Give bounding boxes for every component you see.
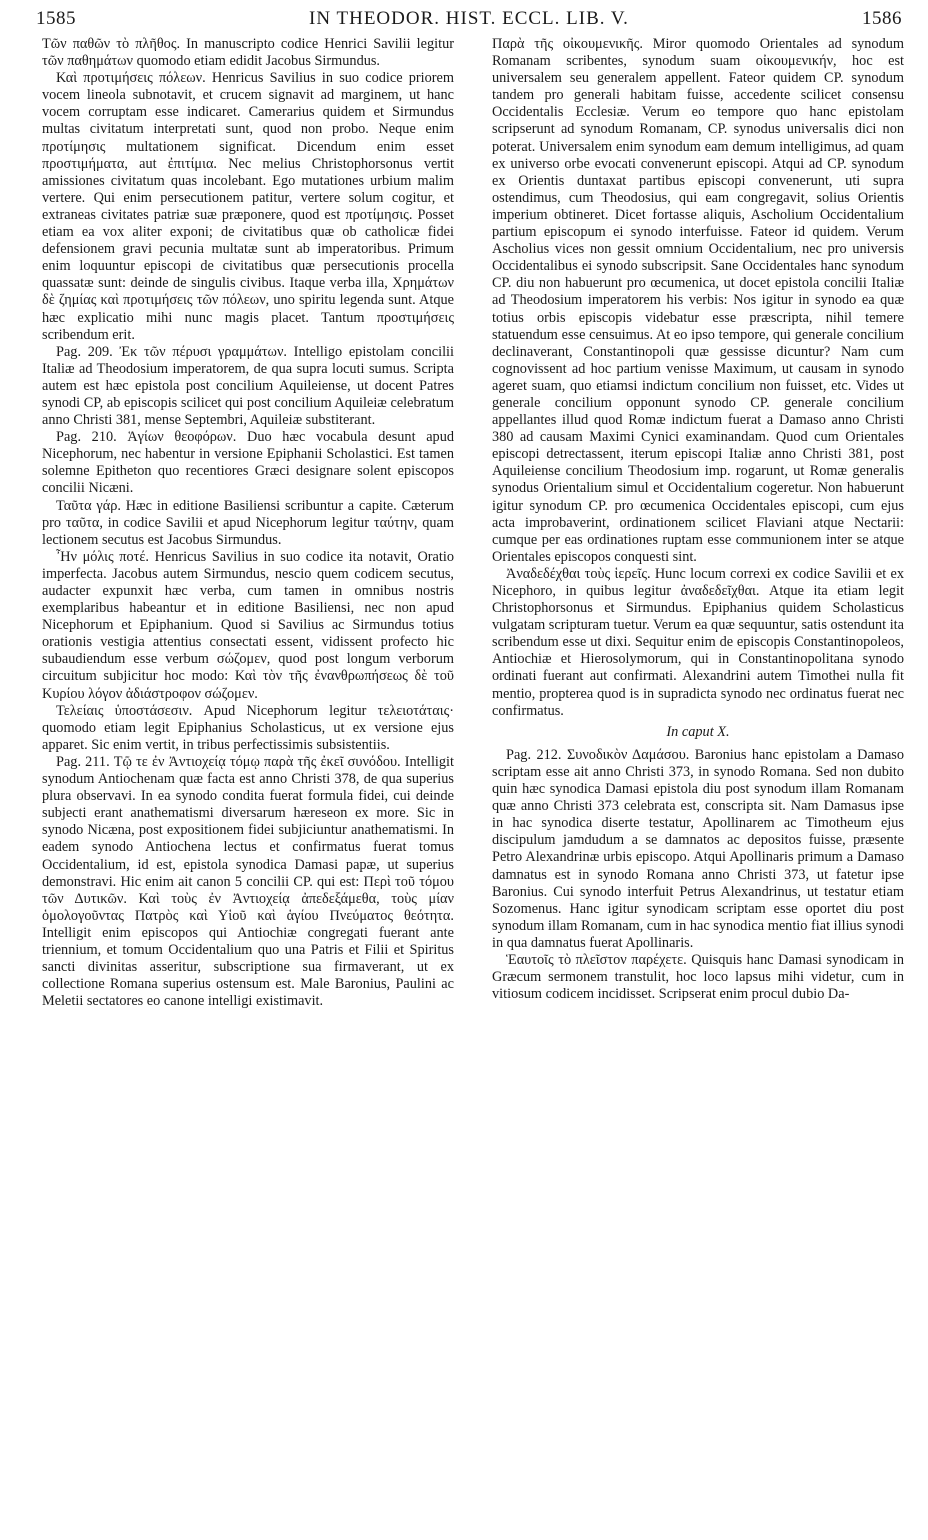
- paragraph: Ταῦτα γάρ. Hæc in editione Basiliensi scribuntur a capite. Cæterum pro ταῦτα, in codice Savilii et apud Nicephorum legitur ταύτην, quam lectionem secutus est Jacobus Sirmundus.: [42, 497, 454, 548]
- paragraph: Καὶ προτιμήσεις πόλεων. Henricus Savilius in suo codice priorem vocem lineola subnotavit, et crucem signavit ad marginem, ut hanc vocem corruptam esse indicaret. Camerarius quidem et Sirmundus multas civitatum interpretati sunt, quod non probo. Neque enim προτίμησις multationem significat. Dicendum enim esset προστιμήματα, aut ἐπιτίμια. Nec melius Christophorsonus vertit amissiones civitatum quas incolebant. Ego mutationes urbium malim vertere. Qui enim persecutionem patitur, vertere solum cogitur, et extraneas civitates patriæ suæ præponere, quod est προτίμησις. Posset etiam ea vox aliter exponi; de civitatibus quæ ob catholicæ fidei defensionem gravi pecunia multatæ sunt ab imperatoribus. Primum enim loquuntur episcopi de civitatibus quæ persecutionis procella quassatæ sunt: deinde de singulis civibus. Itaque verba illa, Χρημάτων δὲ ζημίας καὶ προτιμήσεις τῶν πόλεων, uno spiritu legenda sunt. Atque hæc explicatio mihi nunc magis placet. Tantum προστιμήσεις scribendum erit.: [42, 70, 454, 343]
- paragraph: Τελείαις ὑποστάσεσιν. Apud Nicephorum legitur τελειοτάταις· quomodo etiam legit Epiphanius Scholasticus, ut ex versione ejus apparet. Sic enim vertit, in tribus perfectissimis subsistentiis.: [42, 702, 454, 753]
- paragraph: Τῶν παθῶν τὸ πλῆθος. In manuscripto codice Henrici Savilii legitur τῶν παθημάτων quomodo etiam edidit Jacobus Sirmundus.: [42, 36, 454, 70]
- left-column: [42, 36, 454, 1532]
- paragraph: Pag. 211. Τῷ τε ἐν Ἀντιοχείᾳ τόμῳ παρὰ τῆς ἐκεῖ συνόδου. Intelligit synodum Antiochenam quæ facta est anno Christi 378, de qua superius plura observavi. In ea synodo condita fuerat formula fidei, cui deinde subjecti erant anathematismi diversarum hæreseon ex more. Sic in synodo Nicæna, post expositionem fidei subjiciuntur anathematismi. In eadem synodo Antiochena lectus et confirmatus fuerat tomus Occidentalium, id est, epistola synodica Damasi papæ, ut superius demonstravi. Hic enim ait canon 5 concilii CP. qui est: Περὶ τοῦ τόμου τῶν Δυτικῶν. Καὶ τοὺς ἐν Ἀντιοχείᾳ ἀπεδεξάμεθα, τοὺς μίαν ὁμολογοῦντας Πατρὸς καὶ Υἱοῦ καὶ ἁγίου Πνεύματος θεότητα. Intelligit enim episcopos qui Antiochiæ congregati fuerant ante triennium, et tomum Occidentalium quo una Patris et Filii et Spiritus sancti divinitas asseritur, subscriptione sua firmaverant, ut ex collectione Romana superius ostensum est. Male Baronius, Paulini ac Meletii sectatores eo canone intelligi existimavit.: [42, 753, 454, 1010]
- paragraph: Παρὰ τῆς οἰκουμενικῆς. Miror quomodo Orientales ad synodum Romanam scribentes, synodum suam οἰκουμενικήν, hoc est universalem seu generalem appellent. Fateor quidem CP. synodum tandem pro generali habitam fuisse, accedente scilicet consensu Occidentalis Ecclesiæ. Verum eo tempore quo hanc epistolam scripserunt ad synodum Romanam, CP. synodus universalis dici non poterat. Universalem enim synodum eam demum intelligimus, ad quam ex universo orbe evocati convenerunt episcopi. Atqui ad CP. synodum ex Orientis duntaxat partibus episcopi convenerunt, uti supra ostendimus, cum Theodosius, qui eam congregavit, solius Orientis imperium obtineret. Dicet fortasse aliquis, Ascholium Occidentalium partium episcopum ei synodo interfuisse. Fateor id quidem. Verum Ascholius vices non gessit omnium Occidentalium, nec pro universis Occidentalibus ei synodo subscripsit. Sane Occidentales hanc synodum CP. diu non habuerunt pro œcumenica, ut docet epistola concilii Italiæ ad Theodosium imperatorem his verbis: Nos igitur in synodo ea quæ totius orbis episcopis videbatur esse præscripta, nihil temere statuendum esse censuimus. At eo ipso tempore, qui generale concilium declinaverant, Constantinopoli quæ gessisse dicuntur? Nam cum cognovissent ad hoc partium venisse Maximum, ut causam in synodo ageret suam, quo etiamsi indictum concilium non fuisset, etc. Vides ut generale concilium opponunt synodo CP. generale concilium appellantes illud quod Romæ indictum fuerat a Damaso anno Christi 380 ad causam Maximi Cynici examinandam. Quod cum Orientales episcopi detrectassent, iterum episcopi Italiæ anno Christi 381, post Aquileiense concilium Theodosium imp. rogarunt, ut Romæ generalis synodus Orientalium simul et Occidentalium cogeretur. Non habuerunt igitur synodum CP. pro œcumenica Occidentales episcopi, cum ejus acta improbaverint, ordinationem scilicet Flaviani atque Nectarii: cumque per eas ordinationes ruptam esse communionem inter se atque Orientales episcopos conquesti sint.: [492, 36, 904, 565]
- right-column: [492, 36, 904, 1532]
- paragraph: Ἑαυτοῖς τὸ πλεῖστον παρέχετε. Quisquis hanc Damasi synodicam in Græcum sermonem transtulit, hoc loco lapsus mihi videtur, cum in vitiosum codicem incidisset. Scripserat enim procul dubio Da-: [492, 951, 904, 1003]
- running-header: [36, 8, 902, 32]
- paragraph: Pag. 212. Συνοδικὸν Δαμάσου. Baronius hanc epistolam a Damaso scriptam esse ait anno Christi 373, in synodo Romana. Sed non dubito quin hæc synodica Damasi epistola diu post synodum illam Romanam quæ anno Christi 373 celebrata est, conscripta sit. Nam Damasus ipse in hac synodica diserte testatur, Apollinarem ac Timotheum ejus discipulum jamdudum a se damnatos ac depositos fuisse, præsente Petro Alexandrinæ urbis episcopo. Atqui Apollinaris primum a Damaso damnatus est in synodo Romana anno Christi 373, ut fatetur ipse Baronius. Cui synodo interfuit Petrus Alexandrinus, ut testatur etiam Sozomenus. Hanc igitur synodicam scriptam esse oportet diu post synodum illam Romanam, cum in hac synodica mentio fiat illius synodi in qua damnatus fuerat Apollinaris.: [492, 746, 904, 951]
- paragraph: Pag. 210. Ἁγίων θεοφόρων. Duo hæc vocabula desunt apud Nicephorum, nec habentur in versione Epiphanii Scholastici. Est tamen solemne Epitheton quo recentiores Græci designare solent episcopos concilii Nicæni.: [42, 429, 454, 497]
- page-number-right: 1586: [861, 8, 902, 29]
- running-title: IN THEODOR. HIST. ECCL. LIB. V.: [309, 8, 629, 29]
- paragraph: Ἦν μόλις ποτέ. Henricus Savilius in suo codice ita notavit, Oratio imperfecta. Jacobus autem Sirmundus, nescio quem codicem secutus, audacter expunxit hæc verba, cum tamen in omnibus nostris exemplaribus habeantur et in editione Basiliensi, nec non apud Nicephorum et Epiphanium. Quod si Savilius ac Sirmundus totius orationis vestigia attentius consectati essent, vidissent profecto hic subaudiendum esse verbum σώζομεν, quod post longum verborum circuitum subjicitur hoc modo: Καὶ τὸν τῆς ἐνανθρωπήσεως δὲ τοῦ Κυρίου λόγον ἀδιάστροφον σώζομεν.: [42, 548, 454, 702]
- paragraph: Ἀναδεδέχθαι τοὺς ἱερεῖς. Hunc locum correxi ex codice Savilii et ex Nicephoro, in quibus legitur ἀναδεδεῖχθαι. Atque ita etiam legit Christophorsonus et Sirmundus. Epiphanius quidem Scholasticus vulgatam scripturam tuetur. Verum ea quæ sequuntur, satis ostendunt ita scribendum esse ut dixi. Sequitur enim de episcopis Constantinopoleos, Antiochiæ et Hierosolymorum, qui in Constantinopolitana synodo ordinati fuerant aut confirmati. Alexandrini autem Timothei nulla fit mentio, propterea quod is in supradicta synodo nec ordinatus fuerat nec confirmatus.: [492, 565, 904, 719]
- paragraph: Pag. 209. Ἐκ τῶν πέρυσι γραμμάτων. Intelligo epistolam concilii Italiæ ad Theodosium imperatorem, de qua supra locuti sumus. Scripta autem est hæc epistola post concilium Aquileiense, ut docent Patres synodi CP, ab episcopis scilicet qui post concilium Aquileiæ celebratum anno Christi 381, mense Septembri, Aquileiæ substiterant.: [42, 343, 454, 429]
- page-number-left: 1585: [36, 8, 76, 29]
- section-heading: In caput X.: [666, 723, 730, 740]
